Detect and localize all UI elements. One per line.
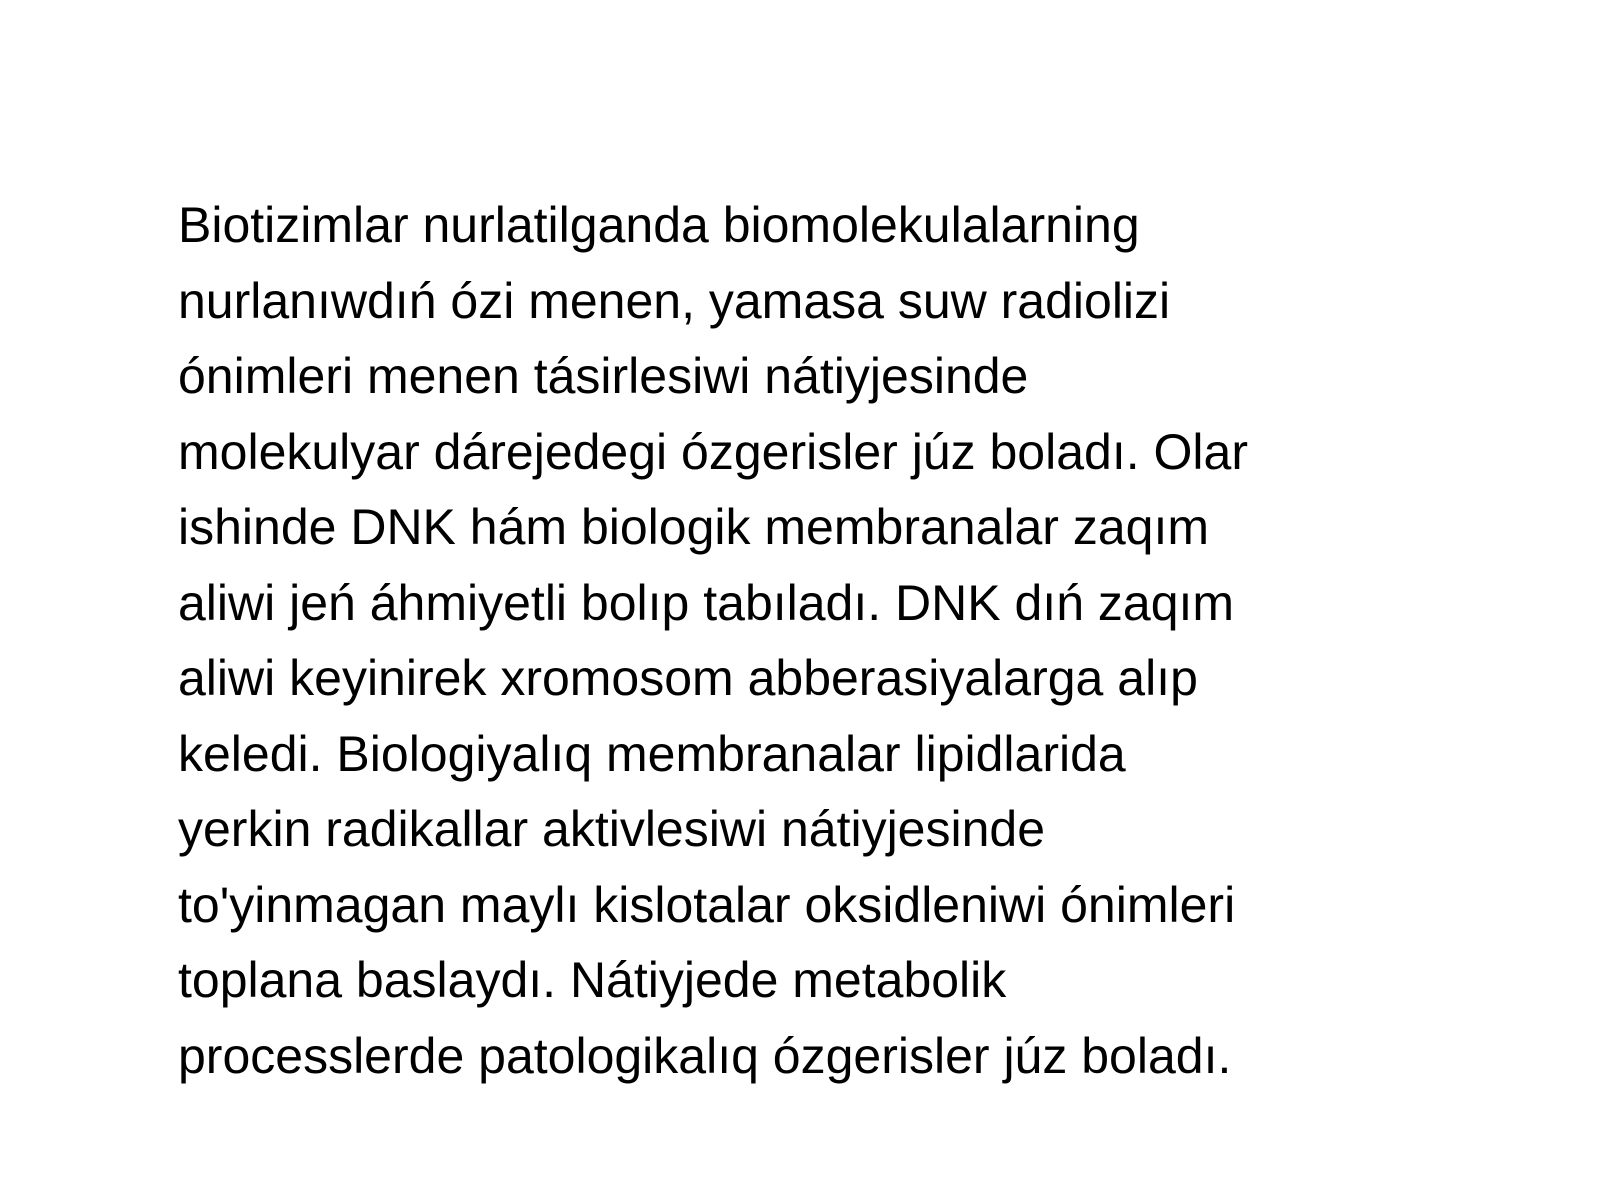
- paragraph-line: keledi. Biologiyalıq membranalar lipidlarida: [178, 725, 1126, 782]
- paragraph-line: processlerde patologikalıq ózgerisler júz boladı.: [178, 1027, 1232, 1084]
- paragraph-line: aliwi jeń áhmiyetli bolıp tabıladı. DNK dıń zaqım: [178, 574, 1235, 631]
- paragraph-line: toplana baslaydı. Nátiyjede metabolik: [178, 952, 1007, 1008]
- paragraph-line: nurlanıwdıń ózi menen, yamasa suw radiolizi: [178, 272, 1171, 329]
- paragraph-line: to'yinmagan maylı kislotalar oksidleniwi ónimleri: [178, 876, 1236, 933]
- paragraph-line: ishinde DNK hám biologik membranalar zaqım: [178, 499, 1210, 555]
- paragraph-line: ónimleri menen tásirlesiwi nátiyjesinde: [178, 348, 1029, 404]
- paragraph-line: molekulyar dárejedegi ózgerisler júz boladı. Olar: [178, 423, 1248, 480]
- body-paragraph: [178, 188, 1508, 1094]
- paragraph-line: aliwi keyinirek xromosom abberasiyalarga alıp: [178, 650, 1198, 706]
- paragraph-line: Biotizimlar nurlatilganda biomolekulalarning: [178, 197, 1140, 253]
- paragraph-line: yerkin radikallar aktivlesiwi nátiyjesinde: [178, 801, 1046, 857]
